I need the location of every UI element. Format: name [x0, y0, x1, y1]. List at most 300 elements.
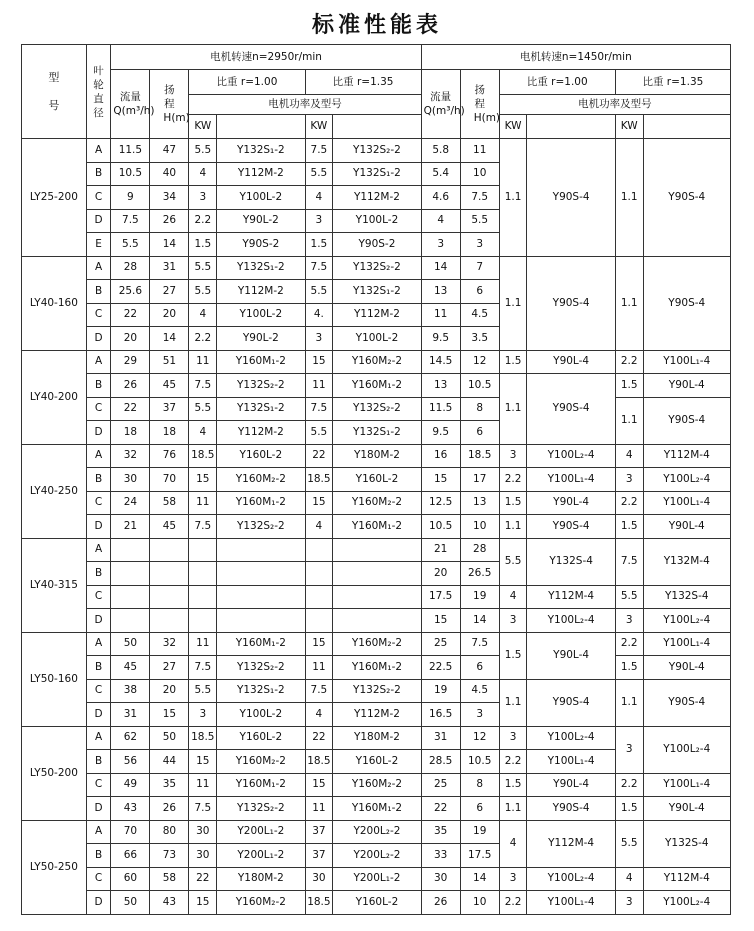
motor-model-1450: Y90S-4 [643, 679, 730, 726]
flow-2950: 30 [111, 468, 150, 492]
motor-model-1450: Y112M-4 [527, 585, 615, 609]
head-1450: 6 [460, 656, 499, 680]
head-1450: 7 [460, 256, 499, 280]
motor-sg100-2950: Y132S₁-2 [217, 397, 305, 421]
motor-model-1450: Y100L₁-4 [527, 468, 615, 492]
flow-1450: 15 [421, 468, 460, 492]
motor-sg135-2950: Y160M₂-2 [333, 773, 421, 797]
motor-sg135-2950: Y180M-2 [333, 444, 421, 468]
header-model: 型号 [22, 45, 87, 139]
flow-1450: 11 [421, 303, 460, 327]
head-2950: 26 [150, 209, 189, 233]
flow-2950: 28 [111, 256, 150, 280]
head-1450: 4.5 [460, 303, 499, 327]
flow-2950 [111, 609, 150, 633]
kw-sg100-2950: 5.5 [189, 280, 217, 304]
motor-kw-1450: 2.2 [615, 491, 643, 515]
flow-1450: 16.5 [421, 703, 460, 727]
motor-model-1450: Y90S-4 [643, 256, 730, 350]
flow-1450: 14 [421, 256, 460, 280]
motor-kw-1450: 1.5 [615, 656, 643, 680]
head-1450: 19 [460, 820, 499, 844]
motor-sg135-2950: Y132S₁-2 [333, 162, 421, 186]
kw-sg100-2950: 4 [189, 421, 217, 445]
motor-sg100-2950: Y200L₁-2 [217, 820, 305, 844]
impeller-code: D [86, 797, 111, 821]
flow-1450: 9.5 [421, 327, 460, 351]
table-row [22, 256, 731, 280]
flow-1450: 4 [421, 209, 460, 233]
impeller-code: B [86, 468, 111, 492]
motor-model-1450: Y90L-4 [643, 515, 730, 539]
flow-1450: 13 [421, 374, 460, 398]
flow-2950: 38 [111, 679, 150, 703]
motor-sg135-2950: Y160M₁-2 [333, 656, 421, 680]
impeller-code: B [86, 844, 111, 868]
motor-kw-1450: 4 [499, 585, 527, 609]
flow-2950: 21 [111, 515, 150, 539]
kw-sg135-2950: 15 [305, 491, 333, 515]
head-1450: 28 [460, 538, 499, 562]
head-1450: 10 [460, 162, 499, 186]
head-2950: 37 [150, 397, 189, 421]
page-title: 标准性能表 [311, 12, 442, 38]
motor-sg100-2950: Y132S₁-2 [217, 679, 305, 703]
head-2950: 14 [150, 327, 189, 351]
motor-sg135-2950: Y200L₂-2 [333, 820, 421, 844]
kw-sg135-2950: 5.5 [305, 421, 333, 445]
flow-1450: 33 [421, 844, 460, 868]
motor-sg135-2950: Y132S₁-2 [333, 421, 421, 445]
flow-1450: 5.8 [421, 139, 460, 163]
motor-model-1450: Y90L-4 [527, 350, 615, 374]
kw-sg135-2950: 3 [305, 209, 333, 233]
head-1450: 17 [460, 468, 499, 492]
flow-1450: 28.5 [421, 750, 460, 774]
kw-sg100-2950: 15 [189, 468, 217, 492]
kw-sg135-2950: 11 [305, 374, 333, 398]
head-2950: 26 [150, 797, 189, 821]
motor-model-1450: Y90S-4 [527, 256, 615, 350]
motor-model-1450: Y112M-4 [643, 444, 730, 468]
table-row [22, 444, 731, 468]
table-row [22, 491, 731, 515]
flow-1450: 22 [421, 797, 460, 821]
flow-2950: 5.5 [111, 233, 150, 257]
motor-kw-1450: 3 [615, 891, 643, 915]
motor-sg135-2950: Y132S₂-2 [333, 256, 421, 280]
impeller-code: B [86, 374, 111, 398]
kw-sg100-2950: 11 [189, 491, 217, 515]
flow-2950: 50 [111, 632, 150, 656]
flow-1450: 20 [421, 562, 460, 586]
kw-sg100-2950: 4 [189, 303, 217, 327]
flow-2950: 24 [111, 491, 150, 515]
motor-sg135-2950: Y200L₂-2 [333, 844, 421, 868]
flow-1450: 4.6 [421, 186, 460, 210]
header-head-1450: 扬程H(m) [460, 70, 499, 139]
flow-2950: 29 [111, 350, 150, 374]
header-flow-2950: 流量Q(m³/h) [111, 70, 150, 139]
motor-model-1450: Y100L₂-4 [643, 609, 730, 633]
head-1450: 3 [460, 233, 499, 257]
motor-model-1450: Y112M-4 [527, 820, 615, 867]
flow-2950: 22 [111, 397, 150, 421]
flow-2950: 56 [111, 750, 150, 774]
header-motor-2950: 电机功率及型号 [189, 95, 421, 115]
flow-2950: 11.5 [111, 139, 150, 163]
motor-kw-1450: 1.5 [615, 374, 643, 398]
motor-model-1450: Y90L-4 [527, 773, 615, 797]
head-2950: 20 [150, 303, 189, 327]
head-1450: 6 [460, 280, 499, 304]
head-1450: 6 [460, 797, 499, 821]
motor-kw-1450: 1.5 [499, 773, 527, 797]
motor-sg135-2950: Y160M₁-2 [333, 797, 421, 821]
motor-sg135-2950 [333, 585, 421, 609]
motor-kw-1450: 1.5 [615, 797, 643, 821]
kw-sg135-2950: 18.5 [305, 468, 333, 492]
impeller-code: B [86, 162, 111, 186]
motor-model-1450: Y100L₂-4 [643, 726, 730, 773]
head-2950: 31 [150, 256, 189, 280]
head-2950: 44 [150, 750, 189, 774]
motor-kw-1450: 1.1 [615, 397, 643, 444]
kw-sg100-2950: 30 [189, 844, 217, 868]
kw-sg100-2950: 7.5 [189, 656, 217, 680]
motor-kw-1450: 1.1 [499, 515, 527, 539]
head-2950: 45 [150, 515, 189, 539]
flow-1450: 15 [421, 609, 460, 633]
impeller-code: A [86, 538, 111, 562]
kw-sg135-2950 [305, 562, 333, 586]
flow-2950: 70 [111, 820, 150, 844]
motor-kw-1450: 1.1 [499, 679, 527, 726]
table-row [22, 797, 731, 821]
head-1450: 5.5 [460, 209, 499, 233]
kw-sg135-2950: 15 [305, 350, 333, 374]
motor-model-1450: Y100L₁-4 [643, 491, 730, 515]
head-1450: 10.5 [460, 374, 499, 398]
table-row [22, 585, 731, 609]
motor-kw-1450: 4 [499, 820, 527, 867]
head-2950: 32 [150, 632, 189, 656]
kw-sg100-2950: 11 [189, 773, 217, 797]
kw-sg135-2950: 7.5 [305, 397, 333, 421]
motor-kw-1450: 1.1 [499, 797, 527, 821]
motor-model-1450: Y132S-4 [527, 538, 615, 585]
flow-1450: 3 [421, 233, 460, 257]
motor-sg135-2950: Y160M₂-2 [333, 350, 421, 374]
table-row [22, 374, 731, 398]
kw-sg135-2950: 22 [305, 444, 333, 468]
motor-kw-1450: 2.2 [499, 468, 527, 492]
table-row [22, 891, 731, 915]
motor-sg100-2950 [217, 609, 305, 633]
kw-sg100-2950: 5.5 [189, 256, 217, 280]
kw-sg135-2950: 4 [305, 703, 333, 727]
kw-sg135-2950: 7.5 [305, 679, 333, 703]
motor-model-1450: Y90L-4 [643, 374, 730, 398]
impeller-code: C [86, 303, 111, 327]
head-1450: 3.5 [460, 327, 499, 351]
header-impeller: 叶轮直径 [86, 45, 111, 139]
kw-sg100-2950: 18.5 [189, 726, 217, 750]
head-1450: 6 [460, 421, 499, 445]
flow-2950 [111, 585, 150, 609]
motor-model-1450: Y100L₂-4 [527, 444, 615, 468]
impeller-code: D [86, 703, 111, 727]
motor-model-1450: Y90S-4 [527, 797, 615, 821]
model-cell: LY40-200 [22, 350, 87, 444]
head-2950: 80 [150, 820, 189, 844]
kw-sg135-2950: 3 [305, 327, 333, 351]
motor-sg100-2950: Y132S₂-2 [217, 656, 305, 680]
motor-kw-1450: 2.2 [615, 350, 643, 374]
motor-model-1450: Y132S-4 [643, 820, 730, 867]
kw-sg100-2950: 7.5 [189, 515, 217, 539]
kw-sg100-2950: 2.2 [189, 327, 217, 351]
table-row [22, 538, 731, 562]
table-row [22, 773, 731, 797]
table-row [22, 726, 731, 750]
performance-table [21, 44, 731, 915]
kw-sg100-2950 [189, 562, 217, 586]
kw-sg100-2950: 5.5 [189, 397, 217, 421]
head-2950 [150, 538, 189, 562]
flow-2950: 7.5 [111, 209, 150, 233]
impeller-code: C [86, 773, 111, 797]
motor-kw-1450: 3 [499, 867, 527, 891]
head-1450: 3 [460, 703, 499, 727]
header-motor-1450: 电机功率及型号 [499, 95, 730, 115]
motor-kw-1450: 2.2 [499, 750, 527, 774]
flow-2950: 18 [111, 421, 150, 445]
kw-sg135-2950: 5.5 [305, 280, 333, 304]
motor-sg135-2950: Y132S₁-2 [333, 280, 421, 304]
impeller-code: D [86, 421, 111, 445]
motor-model-1450: Y100L₁-4 [643, 632, 730, 656]
model-cell: LY50-160 [22, 632, 87, 726]
head-2950: 20 [150, 679, 189, 703]
motor-model-1450: Y112M-4 [643, 867, 730, 891]
kw-sg100-2950: 11 [189, 632, 217, 656]
impeller-code: A [86, 726, 111, 750]
motor-sg135-2950: Y160L-2 [333, 891, 421, 915]
head-2950: 45 [150, 374, 189, 398]
motor-kw-1450: 3 [499, 609, 527, 633]
motor-model-1450: Y100L₁-4 [643, 350, 730, 374]
motor-sg135-2950 [333, 562, 421, 586]
motor-kw-1450: 1.5 [499, 350, 527, 374]
motor-model-1450: Y100L₁-4 [527, 750, 615, 774]
head-1450: 26.5 [460, 562, 499, 586]
head-1450: 18.5 [460, 444, 499, 468]
motor-sg100-2950: Y112M-2 [217, 280, 305, 304]
head-2950: 18 [150, 421, 189, 445]
motor-kw-1450: 3 [499, 726, 527, 750]
flow-1450: 35 [421, 820, 460, 844]
kw-sg135-2950: 22 [305, 726, 333, 750]
flow-2950: 49 [111, 773, 150, 797]
head-2950: 51 [150, 350, 189, 374]
kw-sg100-2950 [189, 585, 217, 609]
motor-sg100-2950: Y180M-2 [217, 867, 305, 891]
motor-kw-1450: 4 [615, 867, 643, 891]
motor-kw-1450: 1.1 [615, 139, 643, 257]
header-kw: KW [615, 115, 643, 139]
impeller-code: D [86, 209, 111, 233]
kw-sg100-2950: 22 [189, 867, 217, 891]
flow-2950 [111, 562, 150, 586]
kw-sg135-2950: 4 [305, 186, 333, 210]
kw-sg135-2950: 37 [305, 844, 333, 868]
motor-sg100-2950 [217, 562, 305, 586]
kw-sg100-2950: 4 [189, 162, 217, 186]
head-2950: 35 [150, 773, 189, 797]
motor-sg100-2950: Y112M-2 [217, 162, 305, 186]
impeller-code: A [86, 444, 111, 468]
head-1450: 8 [460, 773, 499, 797]
kw-sg100-2950 [189, 538, 217, 562]
motor-kw-1450: 3 [499, 444, 527, 468]
header-sg100-2950: 比重 r=1.00 [189, 70, 305, 95]
motor-sg100-2950 [217, 538, 305, 562]
motor-sg135-2950: Y160M₁-2 [333, 515, 421, 539]
table-row [22, 468, 731, 492]
kw-sg100-2950 [189, 609, 217, 633]
flow-2950: 25.6 [111, 280, 150, 304]
model-cell: LY40-315 [22, 538, 87, 632]
motor-model-1450: Y100L₁-4 [643, 773, 730, 797]
motor-kw-1450: 1.1 [499, 139, 527, 257]
motor-model-1450: Y100L₂-4 [527, 726, 615, 750]
head-2950: 73 [150, 844, 189, 868]
flow-2950 [111, 538, 150, 562]
table-row [22, 632, 731, 656]
table-row [22, 656, 731, 680]
motor-kw-1450: 2.2 [499, 891, 527, 915]
kw-sg100-2950: 15 [189, 891, 217, 915]
table-row [22, 397, 731, 421]
header-flow-1450: 流量Q(m³/h) [421, 70, 460, 139]
head-1450: 14 [460, 609, 499, 633]
head-2950 [150, 585, 189, 609]
kw-sg100-2950: 7.5 [189, 797, 217, 821]
flow-2950: 62 [111, 726, 150, 750]
motor-model-1450: Y90S-4 [527, 679, 615, 726]
head-2950: 58 [150, 867, 189, 891]
motor-sg100-2950: Y160M₁-2 [217, 773, 305, 797]
kw-sg100-2950: 3 [189, 186, 217, 210]
flow-1450: 19 [421, 679, 460, 703]
impeller-code: C [86, 186, 111, 210]
kw-sg135-2950: 18.5 [305, 891, 333, 915]
motor-kw-1450: 2.2 [615, 632, 643, 656]
head-1450: 10.5 [460, 750, 499, 774]
kw-sg135-2950: 4 [305, 515, 333, 539]
motor-sg135-2950: Y180M-2 [333, 726, 421, 750]
kw-sg100-2950: 5.5 [189, 679, 217, 703]
motor-sg100-2950: Y160M₁-2 [217, 350, 305, 374]
head-2950: 70 [150, 468, 189, 492]
motor-model-1450: Y90L-4 [643, 797, 730, 821]
kw-sg100-2950: 18.5 [189, 444, 217, 468]
motor-sg100-2950: Y132S₂-2 [217, 515, 305, 539]
header-sg135-1450: 比重 r=1.35 [615, 70, 730, 95]
motor-model-1450: Y100L₁-4 [527, 891, 615, 915]
kw-sg135-2950: 18.5 [305, 750, 333, 774]
header-kw: KW [189, 115, 217, 139]
head-1450: 12 [460, 350, 499, 374]
motor-sg100-2950: Y160L-2 [217, 726, 305, 750]
motor-sg135-2950: Y90S-2 [333, 233, 421, 257]
impeller-code: B [86, 562, 111, 586]
flow-1450: 25 [421, 773, 460, 797]
motor-model-1450: Y100L₂-4 [643, 468, 730, 492]
motor-kw-1450: 3 [615, 609, 643, 633]
motor-sg135-2950 [333, 609, 421, 633]
motor-sg100-2950: Y160M₂-2 [217, 468, 305, 492]
motor-model-1450: Y90L-4 [527, 491, 615, 515]
motor-sg135-2950: Y100L-2 [333, 327, 421, 351]
motor-sg100-2950: Y200L₁-2 [217, 844, 305, 868]
motor-sg100-2950: Y100L-2 [217, 703, 305, 727]
flow-1450: 21 [421, 538, 460, 562]
flow-1450: 11.5 [421, 397, 460, 421]
motor-sg100-2950 [217, 585, 305, 609]
motor-model-1450: Y100L₂-4 [527, 867, 615, 891]
motor-sg100-2950: Y112M-2 [217, 421, 305, 445]
impeller-code: A [86, 820, 111, 844]
kw-sg135-2950: 1.5 [305, 233, 333, 257]
flow-1450: 22.5 [421, 656, 460, 680]
kw-sg135-2950: 4. [305, 303, 333, 327]
impeller-code: E [86, 233, 111, 257]
motor-model-1450: Y132M-4 [643, 538, 730, 585]
motor-sg135-2950 [333, 538, 421, 562]
impeller-code: C [86, 491, 111, 515]
head-2950: 40 [150, 162, 189, 186]
motor-sg135-2950: Y160M₂-2 [333, 491, 421, 515]
kw-sg100-2950: 1.5 [189, 233, 217, 257]
head-1450: 4.5 [460, 679, 499, 703]
motor-model-1450: Y100L₂-4 [527, 609, 615, 633]
kw-sg100-2950: 30 [189, 820, 217, 844]
impeller-code: C [86, 585, 111, 609]
flow-2950: 45 [111, 656, 150, 680]
flow-1450: 5.4 [421, 162, 460, 186]
head-2950: 27 [150, 280, 189, 304]
impeller-code: C [86, 679, 111, 703]
motor-kw-1450: 5.5 [615, 820, 643, 867]
head-1450: 7.5 [460, 186, 499, 210]
motor-model-1450: Y90S-4 [527, 139, 615, 257]
impeller-code: A [86, 256, 111, 280]
impeller-code: D [86, 609, 111, 633]
motor-sg100-2950: Y100L-2 [217, 303, 305, 327]
flow-2950: 20 [111, 327, 150, 351]
kw-sg135-2950 [305, 585, 333, 609]
head-2950: 27 [150, 656, 189, 680]
motor-model-1450: Y90S-4 [643, 139, 730, 257]
flow-1450: 14.5 [421, 350, 460, 374]
motor-kw-1450: 1.5 [615, 515, 643, 539]
head-2950: 76 [150, 444, 189, 468]
flow-2950: 43 [111, 797, 150, 821]
motor-sg135-2950: Y112M-2 [333, 703, 421, 727]
flow-1450: 13 [421, 280, 460, 304]
